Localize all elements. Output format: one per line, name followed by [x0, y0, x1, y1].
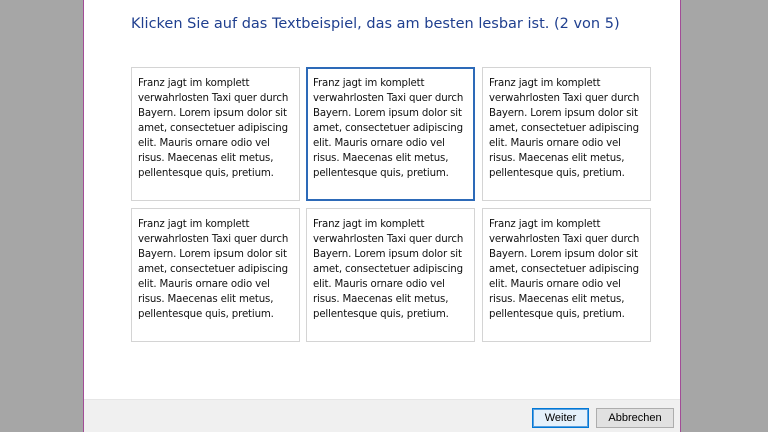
text-sample-text: Franz jagt im komplett verwahrlosten Taxi quer durch Bayern. Lorem ipsum dolor sit amet, consectetuer adipiscing elit. Mauris ornare odio vel risus. Maecenas elit metus, pellentesque quis, pretium. — [489, 219, 640, 320]
text-sample-3[interactable] — [482, 67, 651, 201]
cancel-button[interactable]: Abbrechen — [596, 408, 674, 428]
text-sample-text: Franz jagt im komplett verwahrlosten Taxi quer durch Bayern. Lorem ipsum dolor sit amet, consectetuer adipiscing elit. Mauris ornare odio vel risus. Maecenas elit metus, pellentesque quis, pretium. — [489, 78, 640, 179]
text-sample-text: Franz jagt im komplett verwahrlosten Taxi quer durch Bayern. Lorem ipsum dolor sit amet, consectetuer adipiscing elit. Mauris ornare odio vel risus. Maecenas elit metus, pellentesque quis, pretium. — [138, 219, 289, 320]
cleartype-dialog — [83, 0, 681, 432]
next-button[interactable]: Weiter — [532, 408, 589, 428]
text-sample-4[interactable] — [131, 208, 300, 342]
dialog-footer — [84, 399, 680, 432]
text-sample-5[interactable] — [306, 208, 475, 342]
text-sample-text: Franz jagt im komplett verwahrlosten Taxi quer durch Bayern. Lorem ipsum dolor sit amet, consectetuer adipiscing elit. Mauris ornare odio vel risus. Maecenas elit metus, pellentesque quis, pretium. — [313, 78, 464, 179]
text-sample-text: Franz jagt im komplett verwahrlosten Taxi quer durch Bayern. Lorem ipsum dolor sit amet, consectetuer adipiscing elit. Mauris ornare odio vel risus. Maecenas elit metus, pellentesque quis, pretium. — [138, 78, 289, 179]
text-sample-text: Franz jagt im komplett verwahrlosten Taxi quer durch Bayern. Lorem ipsum dolor sit amet, consectetuer adipiscing elit. Mauris ornare odio vel risus. Maecenas elit metus, pellentesque quis, pretium. — [313, 219, 464, 320]
text-sample-6[interactable] — [482, 208, 651, 342]
text-sample-2[interactable] — [306, 67, 475, 201]
text-sample-1[interactable] — [131, 67, 300, 201]
dialog-heading: Klicken Sie auf das Textbeispiel, das am besten lesbar ist. (2 von 5) — [131, 16, 620, 32]
